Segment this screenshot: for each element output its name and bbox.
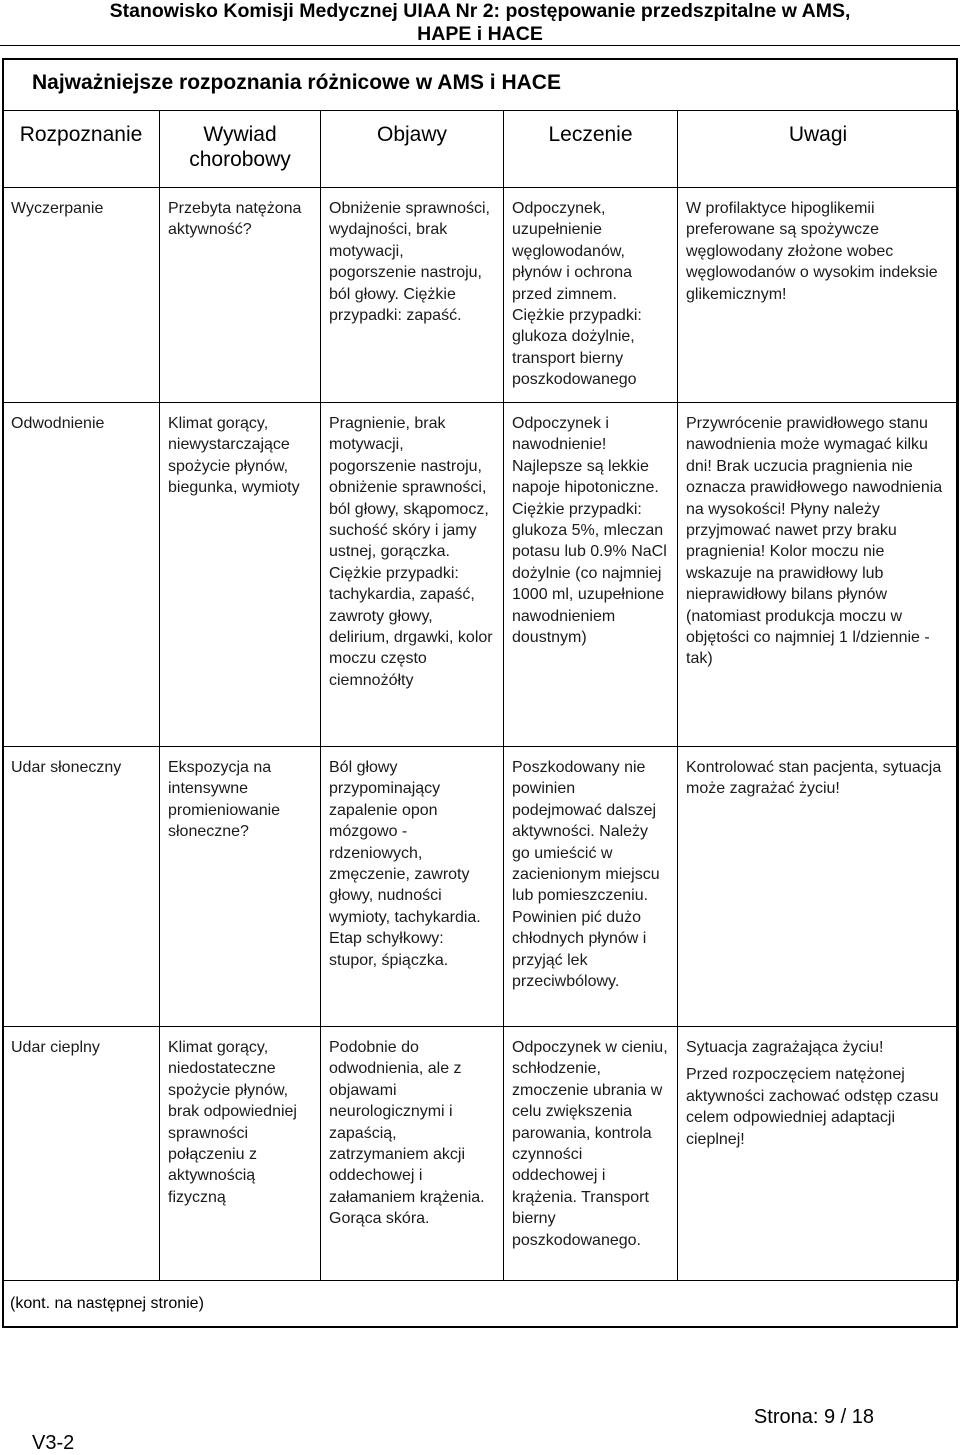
table-row xyxy=(3,188,959,403)
header-line-1: Stanowisko Komisji Medycznej UIAA Nr 2: postępowanie przedszpitalne w AMS, xyxy=(109,0,851,22)
header-symptoms: Objawy xyxy=(321,111,504,188)
header-line-2: HAPE i HACE xyxy=(417,23,543,45)
history-cell: Ekspozycja na intensywne promieniowanie słoneczne? xyxy=(160,747,321,1027)
table-header-row xyxy=(3,111,959,188)
diagnosis-cell: Odwodnienie xyxy=(3,403,160,747)
header-history: Wywiad chorobowy xyxy=(160,111,321,188)
notes-cell: Przywrócenie prawidłowego stanu nawodnienia może wymagać kilku dni! Brak uczucia pragnienia nie oznacza prawidłowego nawodnienia na wysokości! Płyny należy przyjmować nawet przy braku pragnienia! Kolor moczu nie wskazuje na prawidłowy lub nieprawidłowy bilans płynów (natomiast produkcja moczu w objętości co najmniej 1 l/dziennie - tak) xyxy=(678,403,959,747)
history-cell: Klimat gorący, niewystarczające spożycie płynów, biegunka, wymioty xyxy=(160,403,321,747)
table-row xyxy=(3,1027,959,1281)
table-row xyxy=(3,403,959,747)
symptoms-cell: Ból głowy przypominający zapalenie opon mózgowo - rdzeniowych, zmęczenie, zawroty głowy, nudności wymioty, tachykardia. Etap schyłkowy: stupor, śpiączka. xyxy=(321,747,504,1027)
diagnosis-cell: Udar słoneczny xyxy=(3,747,160,1027)
header-notes: Uwagi xyxy=(678,111,959,188)
diagnosis-cell: Udar cieplny xyxy=(3,1027,160,1281)
table-row xyxy=(3,747,959,1027)
symptoms-cell: Pragnienie, brak motywacji, pogorszenie nastroju, obniżenie sprawności, ból głowy, skąpomocz, suchość skóry i jamy ustnej, gorączka. Ciężkie przypadki: tachykardia, zapaść, zawroty głowy, delirium, drgawki, kolor moczu często ciemnożółty xyxy=(321,403,504,747)
symptoms-cell: Obniżenie sprawności, wydajności, brak motywacji, pogorszenie nastroju, ból głowy. Ciężkie przypadki: zapaść. xyxy=(321,188,504,403)
treatment-cell: Odpoczynek, uzupełnienie węglowodanów, płynów i ochrona przed zimnem. Ciężkie przypadki: glukoza dożylnie, transport bierny poszkodowanego xyxy=(504,188,678,403)
notes-cell xyxy=(678,1027,959,1281)
continued-note: (kont. na następnej stronie) xyxy=(10,1295,204,1312)
header-treatment: Leczenie xyxy=(504,111,678,188)
section-title: Najważniejsze rozpoznania różnicowe w AMS i HACE xyxy=(32,71,561,94)
page-number: Strona: 9 / 18 xyxy=(753,1406,874,1428)
history-cell: Klimat gorący, niedostateczne spożycie płynów, brak odpowiedniej sprawności połączeniu z aktywnością fizyczną xyxy=(160,1027,321,1281)
document-header xyxy=(0,0,960,46)
diagnosis-cell: Wyczerpanie xyxy=(3,188,160,403)
history-cell: Przebyta natężona aktywność? xyxy=(160,188,321,403)
version-label: V3-2 xyxy=(32,1432,75,1454)
header-diagnosis: Rozpoznanie xyxy=(3,111,160,188)
treatment-cell: Odpoczynek w cieniu, schłodzenie, zmoczenie ubrania w celu zwiększenia parowania, kontrola czynności oddechowej i krążenia. Transport bierny poszkodowanego. xyxy=(504,1027,678,1281)
notes-paragraph: Przed rozpoczęciem natężonej aktywności zachować odstęp czasu celem odpowiedniej adaptacji cieplnej! xyxy=(686,1066,939,1148)
notes-paragraph: Sytuacja zagrażająca życiu! xyxy=(686,1039,884,1056)
notes-cell: Kontrolować stan pacjenta, sytuacja może zagrażać życiu! xyxy=(678,747,959,1027)
diagnosis-table xyxy=(2,110,959,1281)
notes-cell: W profilaktyce hipoglikemii preferowane są spożywcze węglowodany złożone wobec węglowodanów o wysokim indeksie glikemicznym! xyxy=(678,188,959,403)
treatment-cell: Poszkodowany nie powinien podejmować dalszej aktywności. Należy go umieścić w zacienionym miejscu lub pomieszczeniu. Powinien pić dużo chłodnych płynów i przyjąć lek przeciwbólowy. xyxy=(504,747,678,1027)
treatment-cell: Odpoczynek i nawodnienie! Najlepsze są lekkie napoje hipotoniczne. Ciężkie przypadki: glukoza 5%, mleczan potasu lub 0.9% NaCl dożylnie (co najmniej 1000 ml, uzupełnione nawodnieniem doustnym) xyxy=(504,403,678,747)
symptoms-cell: Podobnie do odwodnienia, ale z objawami neurologicznymi i zapaścią, zatrzymaniem akcji oddechowej i załamaniem krążenia. Gorąca skóra. xyxy=(321,1027,504,1281)
